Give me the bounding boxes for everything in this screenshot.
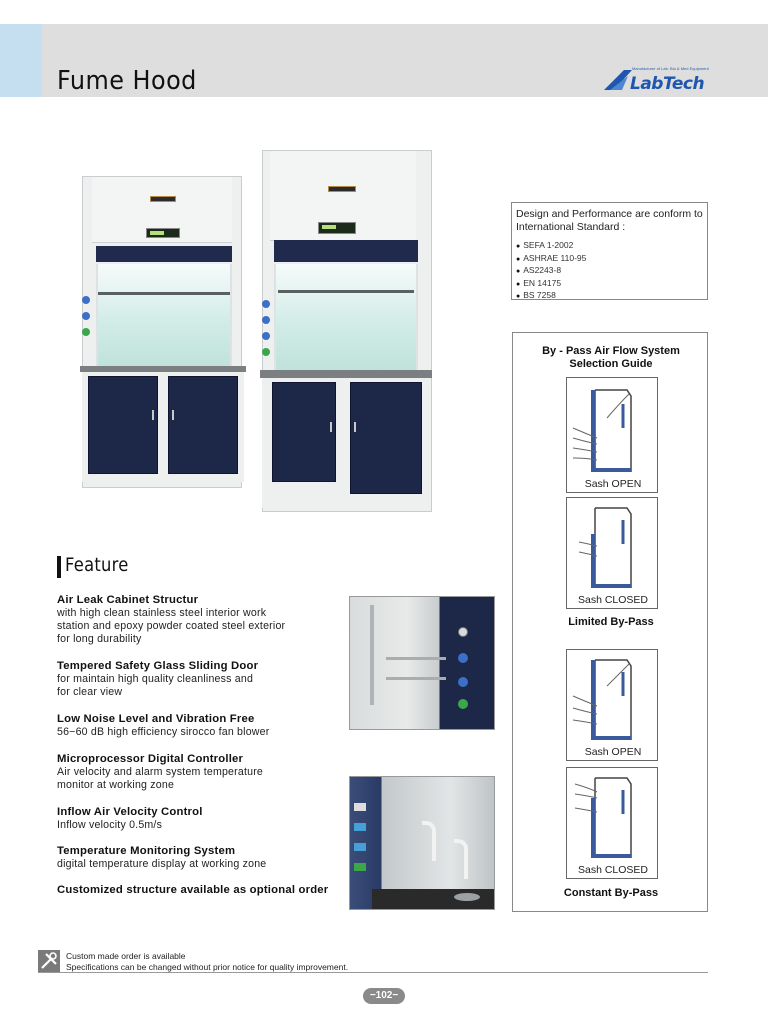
feature-title: Microprocessor Digital Controller [57,753,244,765]
feature-desc-line: for long durability [57,633,142,645]
airflow-diagram-limited-closed [566,497,658,609]
bypass-group-label: Constant By-Pass [563,887,659,899]
diagram-caption: Sash OPEN [584,746,642,758]
feature-desc-line: for maintain high quality cleanliness and [57,673,254,685]
feature-desc-line: with high clean stainless steel interior work [57,607,267,619]
standard-item: ● ASHRAE 110-95 [516,253,586,266]
page-number-value: 102 [375,990,393,1001]
standard-item: ● AS2243-8 [516,265,586,278]
footer-note: Specifications can be changed without prior notice for quality improvement. [66,961,349,972]
standard-item: ● BS 7258 [516,290,586,303]
airflow-open-icon [567,650,659,746]
feature-desc-line: digital temperature display at working zone [57,858,267,870]
tools-icon [38,950,60,972]
fume-hood-large-image [260,150,435,512]
standard-item: ● EN 14175 [516,278,586,291]
feature-desc-line: 56−60 dB high efficiency sirocco fan blower [57,726,270,738]
feature-desc-line: Air velocity and alarm system temperature [57,766,264,778]
footer-notes [66,951,348,972]
footer-divider [38,972,708,973]
detail-photo-valves [349,776,495,910]
airflow-closed-icon [567,498,659,594]
bypass-guide-title-text: By - Pass Air Flow System Selection Guide [542,345,680,370]
brand-name: LabTech [630,74,705,94]
fume-hood-small-image [80,176,246,488]
brand-tagline: Manufacturer of Lab. Bio & Med Equipment [632,66,709,71]
standards-list [516,240,586,303]
feature-title: Temperature Monitoring System [57,845,236,857]
feature-title: Low Noise Level and Vibration Free [57,713,255,725]
feature-title: Tempered Safety Glass Sliding Door [57,660,259,672]
feature-desc-line: Inflow velocity 0.5m/s [57,819,163,831]
bypass-guide-title [513,345,709,371]
feature-item [57,753,342,792]
feature-desc-line: for clear view [57,686,123,698]
feature-item [57,713,342,739]
airflow-open-icon [567,378,659,478]
footer-note: Custom made order is available [66,951,186,961]
header-accent [0,24,42,97]
feature-item [57,845,342,871]
feature-heading-bar [57,556,61,578]
standard-item: ● SEFA 1-2002 [516,240,586,253]
standards-box [511,202,708,300]
standards-intro: Design and Performance are conform to International Standard : [516,208,703,233]
feature-item [57,806,342,832]
page-title: Fume Hood [57,66,197,96]
airflow-diagram-constant-open [566,649,658,761]
page-number: −102− [363,988,405,1004]
feature-desc-line: station and epoxy powder coated steel exterior [57,620,286,632]
bypass-guide-box [512,332,708,912]
bypass-group-label: Limited By-Pass [568,616,654,628]
detail-photo-interior [349,596,495,730]
diagram-caption: Sash OPEN [584,478,642,490]
feature-heading: Feature [65,554,129,576]
diagram-caption: Sash CLOSED [577,864,649,876]
airflow-diagram-limited-open [566,377,658,493]
feature-item [57,884,332,897]
feature-item [57,594,342,646]
feature-item [57,660,342,699]
airflow-diagram-constant-closed [566,767,658,879]
diagram-caption: Sash CLOSED [577,594,649,606]
feature-title: Customized structure available as optional order [57,884,329,896]
feature-title: Inflow Air Velocity Control [57,806,203,818]
airflow-closed-icon [567,768,659,864]
feature-title: Air Leak Cabinet Structur [57,594,199,606]
feature-desc-line: monitor at working zone [57,779,175,791]
